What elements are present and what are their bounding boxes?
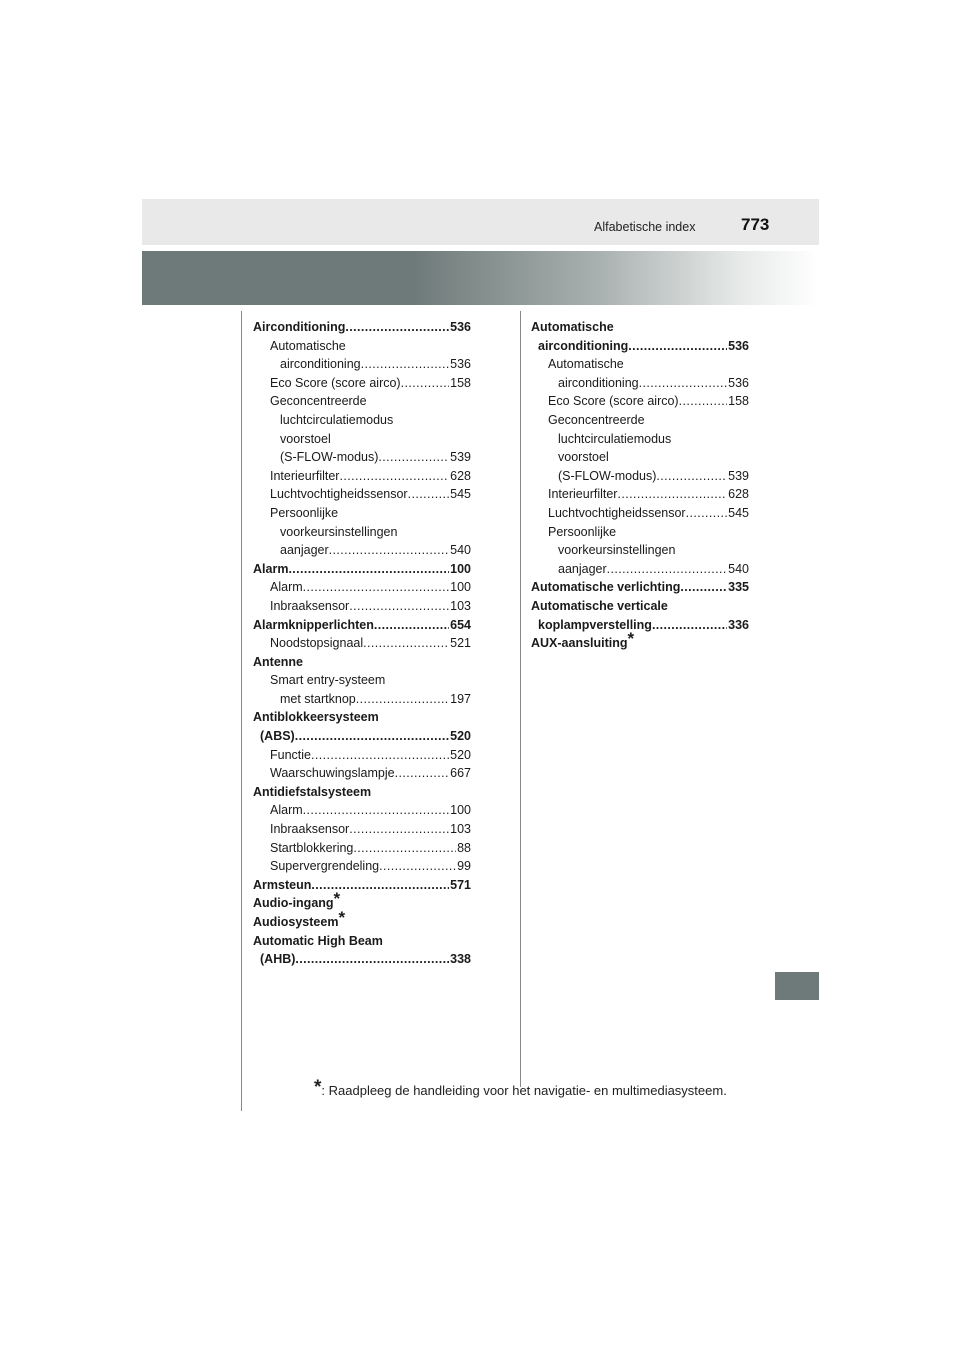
index-heading — [531, 355, 749, 374]
index-term: Geconcentreerde — [548, 412, 645, 427]
index-term: voorstoel — [558, 450, 609, 465]
index-entry — [253, 318, 471, 337]
page-reference: 539 — [450, 450, 471, 465]
dot-leader — [617, 485, 727, 504]
index-term: Audiosysteem — [253, 915, 339, 929]
index-term: voorkeursinstellingen — [558, 543, 676, 558]
page-reference: 103 — [450, 822, 471, 837]
index-term: AUX-aansluiting — [531, 636, 628, 651]
index-term: Persoonlijke — [270, 505, 339, 520]
dot-leader — [408, 485, 450, 504]
dot-leader — [311, 746, 449, 765]
index-term: voorkeursinstellingen — [280, 524, 398, 539]
index-entry — [253, 485, 471, 504]
index-term: Alarm — [270, 803, 303, 818]
index-entry — [253, 634, 471, 653]
index-entry — [253, 541, 471, 560]
index-heading — [253, 671, 471, 690]
page-reference: 520 — [450, 729, 471, 744]
dot-leader — [295, 727, 449, 746]
index-term: Antenne — [253, 654, 303, 669]
index-term: Interieurfilter — [548, 487, 618, 502]
index-entry — [253, 467, 471, 486]
dot-leader — [329, 541, 449, 560]
dot-leader — [349, 597, 449, 616]
section-banner — [142, 251, 819, 305]
index-entry — [253, 616, 471, 635]
page-reference: 88 — [457, 840, 471, 855]
page-reference: 338 — [450, 952, 471, 967]
page-reference: 536 — [450, 357, 471, 372]
index-term: Antidiefstalsysteem — [253, 784, 372, 799]
index-term: aanjager — [558, 561, 607, 576]
index-entry — [253, 690, 471, 709]
page-reference: 540 — [728, 561, 749, 576]
index-term: Startblokkering — [270, 840, 354, 855]
index-entry — [253, 950, 471, 969]
index-heading — [253, 653, 471, 672]
index-entry — [253, 374, 471, 393]
index-heading — [531, 430, 749, 449]
index-term: (ABS) — [260, 729, 295, 744]
page-reference: 336 — [728, 617, 749, 632]
index-term: airconditioning — [538, 338, 629, 353]
index-entry — [253, 857, 471, 876]
page-reference: 158 — [728, 394, 749, 409]
page-reference: 628 — [450, 468, 471, 483]
dot-leader — [686, 504, 728, 523]
dot-leader — [356, 690, 449, 709]
header-bar — [142, 199, 819, 245]
index-term: airconditioning — [558, 375, 639, 390]
index-term: Inbraaksensor — [270, 822, 350, 837]
index-heading — [253, 337, 471, 356]
page-number: 773 — [741, 215, 770, 234]
dot-leader — [345, 318, 449, 337]
index-entry — [531, 392, 749, 411]
index-entry — [531, 485, 749, 504]
index-entry — [253, 597, 471, 616]
dot-leader — [656, 467, 727, 486]
index-term: Eco Score (score airco) — [548, 394, 679, 409]
index-term: Luchtvochtigheidssensor — [270, 487, 408, 502]
page-reference: 100 — [450, 580, 471, 595]
index-entry — [253, 839, 471, 858]
page-reference: 539 — [728, 468, 749, 483]
index-heading — [253, 523, 471, 542]
index-term: Supervergrendeling — [270, 859, 380, 874]
index-term: Antiblokkeersysteem — [253, 710, 379, 725]
page-reference: 536 — [450, 320, 471, 334]
chapter-tab — [775, 972, 819, 1000]
dot-leader — [378, 448, 449, 467]
index-term: Automatische — [270, 338, 346, 353]
index-term: aanjager — [280, 543, 329, 558]
index-term: Smart entry-systeem — [270, 673, 386, 688]
index-entry — [531, 504, 749, 523]
index-entry — [253, 578, 471, 597]
index-term: luchtcirculatiemodus — [280, 412, 394, 427]
footnote-text: : Raadpleeg de handleiding voor het navigatie- en multimediasysteem. — [321, 1083, 727, 1098]
page-reference: 335 — [728, 580, 749, 595]
page-reference: 628 — [728, 487, 749, 502]
index-term: Alarm — [270, 580, 303, 595]
index-term: Waarschuwingslampje — [270, 766, 395, 781]
header-title: Alfabetische index — [594, 220, 696, 234]
page-reference: 545 — [450, 487, 471, 502]
index-heading — [253, 783, 471, 802]
index-entry — [531, 616, 749, 635]
index-term: Alarm — [253, 561, 289, 576]
index-entry — [531, 337, 749, 356]
column-divider — [520, 311, 521, 1087]
index-entry — [531, 467, 749, 486]
dot-leader — [303, 801, 449, 820]
index-entry — [253, 764, 471, 783]
index-entry — [253, 355, 471, 374]
dot-leader — [353, 839, 456, 858]
index-heading — [531, 448, 749, 467]
index-entry — [531, 374, 749, 393]
left-margin-rule — [241, 311, 242, 1111]
index-heading — [253, 908, 471, 932]
index-entry — [253, 820, 471, 839]
index-term: Geconcentreerde — [270, 394, 367, 409]
page-reference: 103 — [450, 598, 471, 613]
footnote-marker: * — [333, 889, 341, 909]
dot-leader — [339, 467, 449, 486]
index-term: Functie — [270, 747, 311, 762]
index-entry — [531, 560, 749, 579]
index-entry — [253, 560, 471, 579]
index-term: Airconditioning — [253, 320, 346, 334]
index-term: koplampverstelling — [538, 617, 652, 632]
index-heading — [531, 597, 749, 616]
index-term: Automatische — [531, 320, 614, 334]
dot-leader — [652, 616, 727, 635]
index-heading — [253, 430, 471, 449]
dot-leader — [361, 355, 450, 374]
index-term: Automatische verlichting — [531, 580, 681, 595]
index-term: met startknop — [280, 691, 356, 706]
dot-leader — [311, 876, 449, 895]
index-heading — [253, 504, 471, 523]
index-column-right — [531, 318, 749, 653]
index-heading — [253, 708, 471, 727]
page-reference: 545 — [728, 505, 749, 520]
dot-leader — [628, 337, 727, 356]
dot-leader — [680, 578, 727, 597]
page-reference: 571 — [450, 877, 471, 892]
index-term: Luchtvochtigheidssensor — [548, 505, 686, 520]
footnote-star: * — [314, 1077, 322, 1098]
index-term: Alarmknipperlichten — [253, 617, 374, 632]
page-reference: 520 — [450, 747, 471, 762]
dot-leader — [679, 392, 728, 411]
page-reference: 100 — [450, 803, 471, 818]
dot-leader — [363, 634, 449, 653]
dot-leader — [639, 374, 728, 393]
dot-leader — [374, 616, 449, 635]
index-heading — [531, 629, 749, 653]
dot-leader — [303, 578, 449, 597]
dot-leader — [288, 560, 449, 579]
index-term: Automatische verticale — [531, 598, 668, 613]
page-reference: 158 — [450, 375, 471, 390]
dot-leader — [395, 764, 450, 783]
page-reference: 667 — [450, 766, 471, 781]
index-entry — [253, 746, 471, 765]
index-term: airconditioning — [280, 357, 361, 372]
page-reference: 536 — [728, 375, 749, 390]
index-term: voorstoel — [280, 431, 331, 446]
index-heading — [531, 523, 749, 542]
dot-leader — [349, 820, 449, 839]
page-reference: 197 — [450, 691, 471, 706]
page-reference: 521 — [450, 636, 471, 651]
index-heading — [253, 932, 471, 951]
index-term: luchtcirculatiemodus — [558, 431, 672, 446]
index-term: Audio-ingang — [253, 896, 334, 911]
index-heading — [253, 889, 471, 913]
index-term: (S-FLOW-modus) — [558, 468, 657, 483]
page-reference: 100 — [450, 561, 471, 576]
index-term: Armsteun — [253, 877, 312, 892]
index-entry — [253, 876, 471, 895]
dot-leader — [607, 560, 727, 579]
footnote — [314, 1077, 727, 1098]
dot-leader — [401, 374, 450, 393]
index-entry — [253, 801, 471, 820]
index-heading — [253, 411, 471, 430]
footnote-marker: * — [338, 908, 346, 927]
index-heading — [253, 392, 471, 411]
index-entry — [253, 448, 471, 467]
index-term: Eco Score (score airco) — [270, 375, 401, 390]
dot-leader — [379, 857, 456, 876]
index-heading — [531, 411, 749, 430]
index-term: Automatische — [548, 357, 624, 372]
index-term: (S-FLOW-modus) — [280, 450, 379, 465]
dot-leader — [295, 950, 449, 969]
index-heading — [531, 541, 749, 560]
index-term: (AHB) — [260, 952, 296, 967]
index-heading — [531, 318, 749, 337]
index-term: Persoonlijke — [548, 524, 617, 539]
index-entry — [531, 578, 749, 597]
index-column-left — [253, 318, 471, 969]
page-reference: 99 — [457, 859, 471, 874]
page-reference: 654 — [450, 617, 471, 632]
index-term: Interieurfilter — [270, 468, 340, 483]
page-reference: 536 — [728, 338, 749, 353]
index-term: Automatic High Beam — [253, 933, 383, 948]
index-entry — [253, 727, 471, 746]
index-term: Inbraaksensor — [270, 598, 350, 613]
page-reference: 540 — [450, 543, 471, 558]
footnote-marker: * — [627, 629, 635, 649]
index-term: Noodstopsignaal — [270, 636, 364, 651]
